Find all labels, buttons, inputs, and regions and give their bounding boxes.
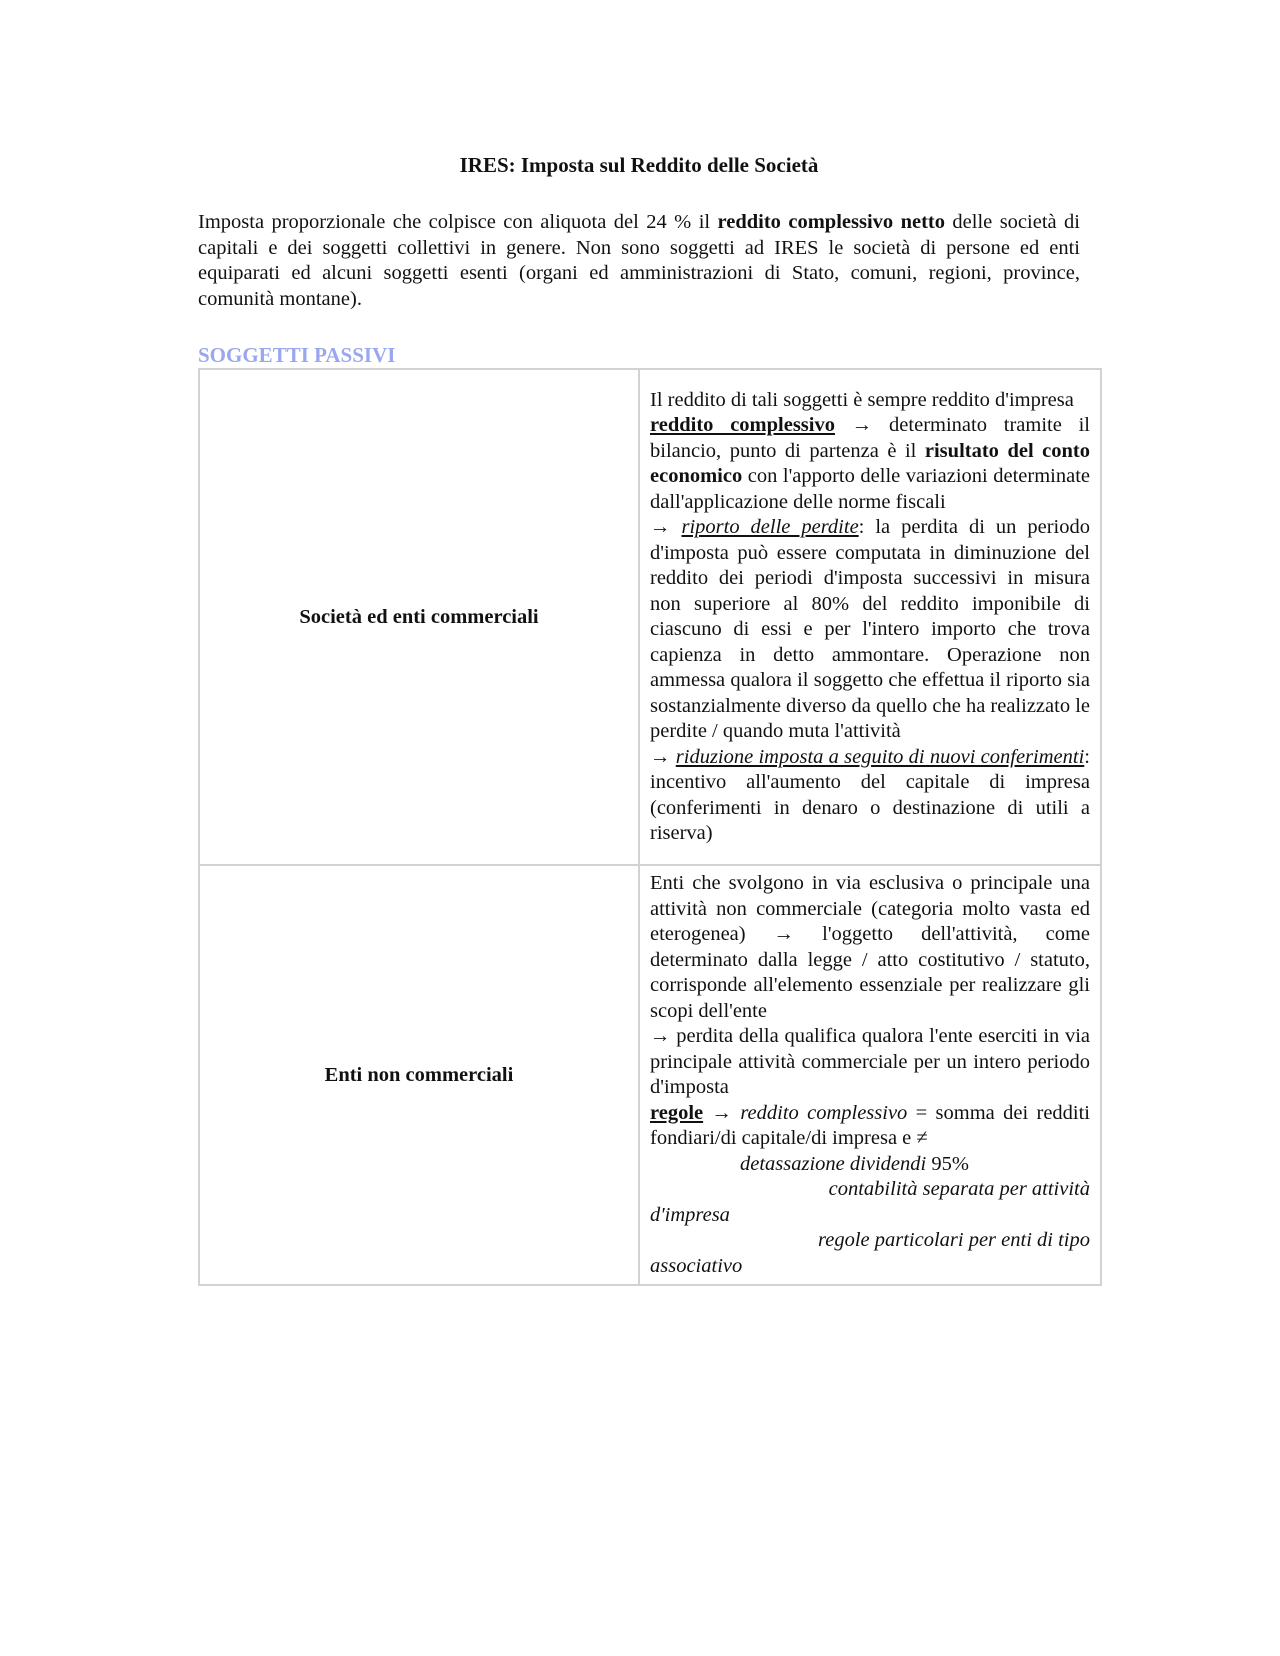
term-reddito-complessivo: reddito complessivo (650, 414, 835, 436)
text-span: → determinato tramite il bilancio, punto di partenza è il (650, 414, 1090, 462)
table-row (199, 369, 1101, 865)
subjects-table (198, 368, 1102, 1286)
section-heading: SOGGETTI PASSIVI (198, 343, 396, 367)
text-span: 95% (926, 1152, 969, 1175)
exception-item: regole particolari per enti di tipo (818, 1229, 1090, 1251)
text-span: = somma dei redditi fondiari/di capitale/di impresa e ≠ (650, 1101, 1091, 1149)
term-riporto-perdite: riporto delle perdite (681, 516, 859, 538)
exception-item-continued: d'impresa (650, 1203, 730, 1226)
text-span: detassazione dividendi (740, 1152, 927, 1175)
row-description (639, 865, 1101, 1285)
row-label: Società ed enti commerciali (199, 369, 639, 865)
text-span: con l'apporto delle variazioni determinate dall'applicazione delle norme fiscali (650, 465, 1090, 513)
paragraph (650, 515, 1090, 745)
paragraph (650, 745, 1090, 847)
exception-item-continued: associativo (650, 1254, 743, 1277)
intro-bold-term: reddito complessivo netto (717, 211, 945, 233)
arrow-glyph: → (650, 516, 682, 538)
exception-item (650, 1152, 1090, 1178)
text-span: : incentivo all'aumento del capitale di impresa (conferimenti in denaro o destinazione di utili a riserva) (650, 745, 1090, 844)
intro-text-2: delle società di capitali e dei soggetti collettivi in genere. Non sono soggetti ad IRES le società di persone ed enti equiparati ed alcuni soggetti esenti (organi ed amministrazioni di Stato, comuni, regioni, province, comunità montane). (198, 211, 1080, 310)
term-riduzione-imposta: riduzione imposta a seguito di nuovi conferimenti (675, 745, 1085, 768)
table-row (199, 865, 1101, 1285)
intro-paragraph (198, 210, 1080, 312)
paragraph: → perdita della qualifica qualora l'ente eserciti in via principale attività commerciale per un intero periodo d'imposta (650, 1025, 1090, 1098)
intro-text-1: Imposta proporzionale che colpisce con aliquota del 24 % il (198, 211, 718, 233)
paragraph: Il reddito di tali soggetti è sempre reddito d'impresa (650, 388, 1074, 411)
term-regole: regole (650, 1101, 704, 1124)
text-span: : la perdita di un periodo d'imposta può essere computata in diminuzione del reddito dei periodi d'imposta successivi in misura non superiore al 80% del reddito imponibile di ciascuno di essi e per l'intero importo che trova capienza in detto ammontare. Operazione non ammessa qualora il soggetto che effettua il riporto sia sostanzialmente diverso da quello che ha realizzato le perdite / quando muta l'attività (650, 516, 1090, 742)
term-risultato-conto-economico: risultato del conto economico (650, 439, 1090, 487)
term-reddito-complessivo: reddito complessivo (740, 1101, 908, 1124)
paragraph: Enti che svolgono in via esclusiva o principale una attività non commerciale (categoria molto vasta ed eterogenea) → l'oggetto dell'attività, come determinato dalla legge / atto costitutivo / statuto, corrisponde all'elemento essenziale per realizzare gli scopi dell'ente (650, 872, 1090, 1022)
row-label: Enti non commerciali (199, 865, 639, 1285)
arrow-glyph: → (650, 745, 676, 768)
arrow-glyph: → (703, 1101, 741, 1124)
paragraph (650, 413, 1090, 515)
paragraph (650, 1101, 1090, 1152)
page-title: IRES: Imposta sul Reddito delle Società (459, 153, 819, 177)
exception-item: contabilità separata per attività (828, 1178, 1090, 1200)
row-description (639, 369, 1101, 865)
